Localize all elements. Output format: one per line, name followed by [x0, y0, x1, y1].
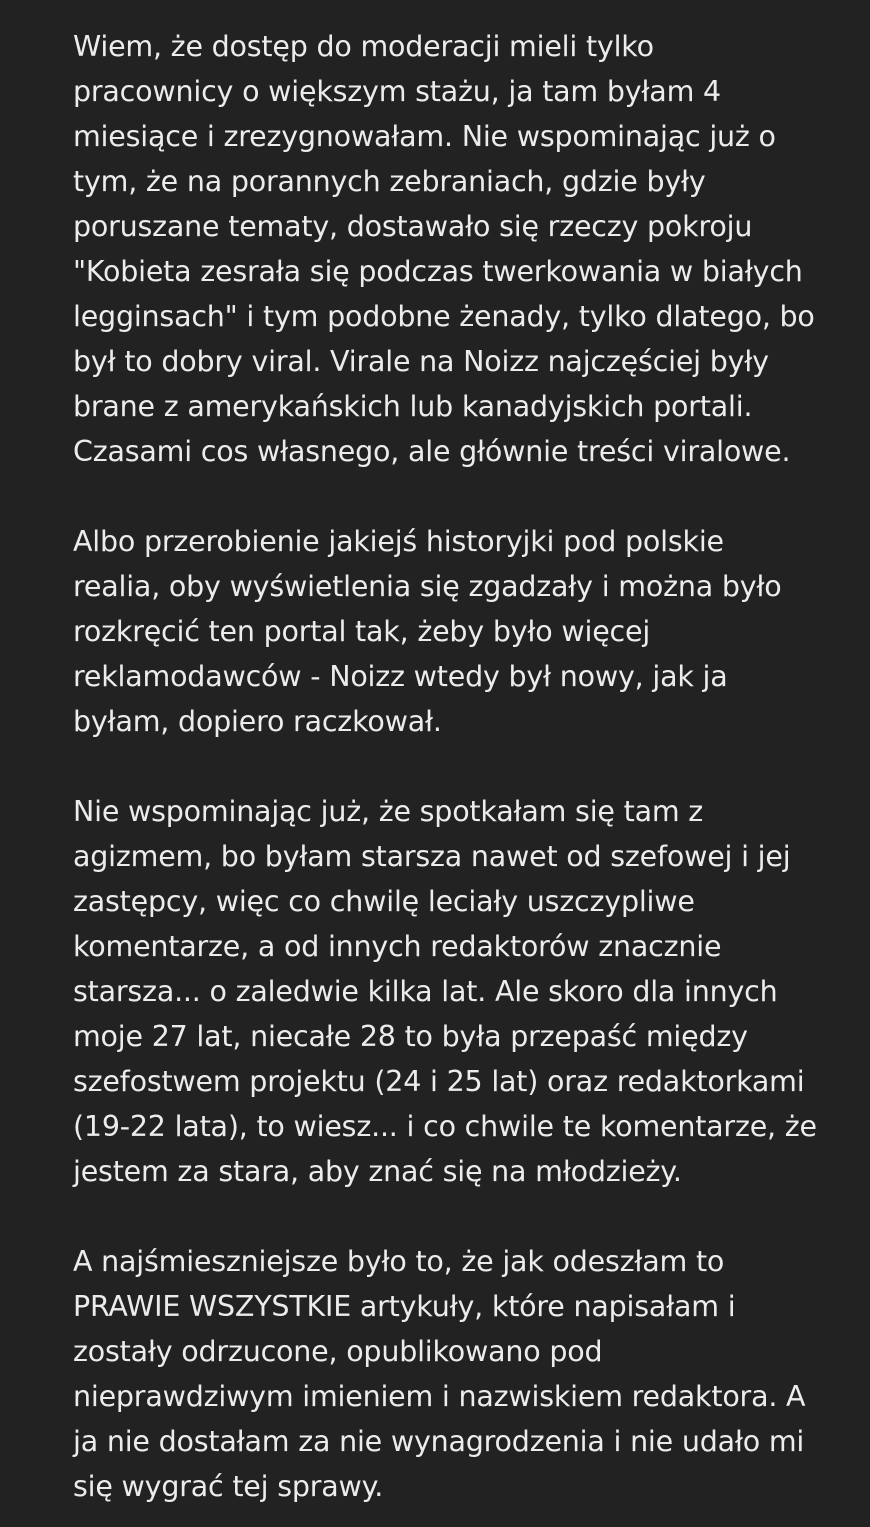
text-line: rozkręcić ten portal tak, żeby było więcej: [73, 615, 651, 648]
paragraph-gap: [73, 744, 863, 789]
paragraph-gap: [73, 474, 863, 519]
text-line: "Kobieta zesrała się podczas twerkowania w białych: [73, 255, 803, 288]
text-line: zostały odrzucone, opublikowano pod: [73, 1335, 603, 1368]
text-line: reklamodawców - Noizz wtedy był nowy, jak ja: [73, 660, 728, 693]
text-line: Albo przerobienie jakiejś historyjki pod polskie: [73, 525, 724, 558]
text-line: byłam, dopiero raczkował.: [73, 705, 442, 738]
text-line: Nie wspominając już, że spotkałam się tam z: [73, 795, 704, 828]
text-line: moje 27 lat, niecałe 28 to była przepaść między: [73, 1020, 748, 1053]
paragraph-4: [73, 1239, 863, 1509]
text-line: jestem za stara, aby znać się na młodzieży.: [73, 1155, 682, 1188]
text-line: poruszane tematy, dostawało się rzeczy pokroju: [73, 210, 753, 243]
paragraph-2: [73, 519, 863, 744]
paragraph-gap: [73, 1194, 863, 1239]
paragraph-1: [73, 24, 863, 474]
text-line: miesiące i zrezygnowałam. Nie wspominając już o: [73, 120, 776, 153]
text-line: szefostwem projektu (24 i 25 lat) oraz redaktorkami: [73, 1065, 805, 1098]
text-line: A najśmieszniejsze było to, że jak odeszłam to: [73, 1245, 725, 1278]
text-line: był to dobry viral. Virale na Noizz najczęściej były: [73, 345, 769, 378]
text-line: nieprawdziwym imieniem i nazwiskiem redaktora. A: [73, 1380, 806, 1413]
text-line: agizmem, bo byłam starsza nawet od szefowej i jej: [73, 840, 791, 873]
text-line: pracownicy o większym stażu, ja tam byłam 4: [73, 75, 721, 108]
text-line: PRAWIE WSZYSTKIE artykuły, które napisałam i: [73, 1290, 736, 1323]
message-body: [73, 24, 863, 1509]
text-line: komentarze, a od innych redaktorów znacznie: [73, 930, 722, 963]
text-line: Czasami cos własnego, ale głównie treści viralowe.: [73, 435, 791, 468]
text-line: tym, że na porannych zebraniach, gdzie były: [73, 165, 706, 198]
text-line: Wiem, że dostęp do moderacji mieli tylko: [73, 30, 654, 63]
paragraph-3: [73, 789, 863, 1194]
text-line: się wygrać tej sprawy.: [73, 1470, 384, 1503]
text-line: ja nie dostałam za nie wynagrodzenia i nie udało mi: [73, 1425, 805, 1458]
text-line: (19-22 lata), to wiesz... i co chwile te komentarze, że: [73, 1110, 817, 1143]
text-line: realia, oby wyświetlenia się zgadzały i można było: [73, 570, 782, 603]
text-line: legginsach" i tym podobne żenady, tylko dlatego, bo: [73, 300, 815, 333]
text-line: starsza... o zaledwie kilka lat. Ale skoro dla innych: [73, 975, 778, 1008]
text-line: brane z amerykańskich lub kanadyjskich portali.: [73, 390, 753, 423]
text-line: zastępcy, więc co chwilę leciały uszczypliwe: [73, 885, 695, 918]
